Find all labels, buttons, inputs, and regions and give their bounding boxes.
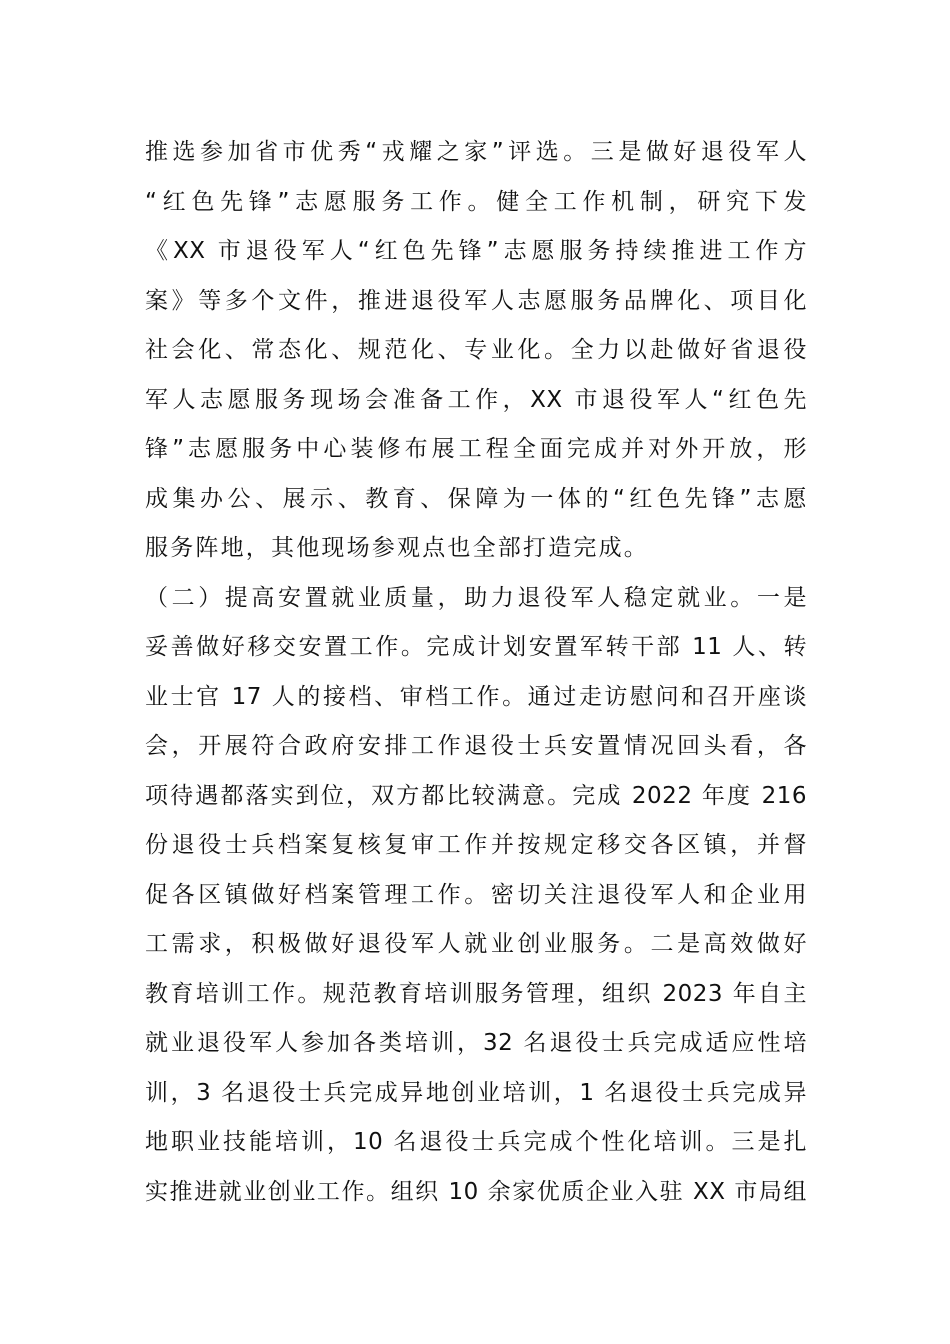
text-line: 军人志愿服务现场会准备工作，XX 市退役军人“红色先 [145,386,807,413]
text-line: 就业退役军人参加各类培训，32 名退役士兵完成适应性培 [145,1030,807,1056]
text-line: 妥善做好移交安置工作。完成计划安置军转干部 11 人、转 [145,634,807,660]
text-line: 案》等多个文件，推进退役军人志愿服务品牌化、项目化 [145,287,807,314]
text-line: “红色先锋”志愿服务工作。健全工作机制，研究下发 [145,188,807,215]
text-line: 服务阵地，其他现场参观点也全部打造完成。 [145,535,649,561]
text-line: 推选参加省市优秀“戎耀之家”评选。三是做好退役军人 [145,139,807,165]
text-line: 实推进就业创业工作。组织 10 余家优质企业入驻 XX 市局组 [145,1178,807,1205]
text-line: 锋”志愿服务中心装修布展工程全面完成并对外开放，形 [145,436,807,462]
text-line: 项待遇都落实到位，双方都比较满意。完成 2022 年度 216 [145,782,807,809]
text-line: 社会化、常态化、规范化、专业化。全力以赴做好省退役 [145,337,807,363]
text-line: 会，开展符合政府安排工作退役士兵安置情况回头看，各 [145,733,807,759]
text-line: 业士官 17 人的接档、审档工作。通过走访慰问和召开座谈 [145,683,807,710]
body-text [145,128,807,1217]
text-line: 训，3 名退役士兵完成异地创业培训，1 名退役士兵完成异 [145,1079,807,1106]
text-line: 教育培训工作。规范教育培训服务管理，组织 2023 年自主 [145,980,807,1007]
text-line: 促各区镇做好档案管理工作。密切关注退役军人和企业用 [145,881,807,908]
text-line: 份退役士兵档案复核复审工作并按规定移交各区镇，并督 [145,832,807,858]
text-line: 地职业技能培训，10 名退役士兵完成个性化培训。三是扎 [145,1129,807,1155]
text-line: 成集办公、展示、教育、保障为一体的“红色先锋”志愿 [145,485,807,512]
text-line: 《XX 市退役军人“红色先锋”志愿服务持续推进工作方 [145,238,807,264]
section-heading-line: （二）提高安置就业质量，助力退役军人稳定就业。一是 [145,584,807,611]
text-line: 工需求，积极做好退役军人就业创业服务。二是高效做好 [145,931,807,957]
